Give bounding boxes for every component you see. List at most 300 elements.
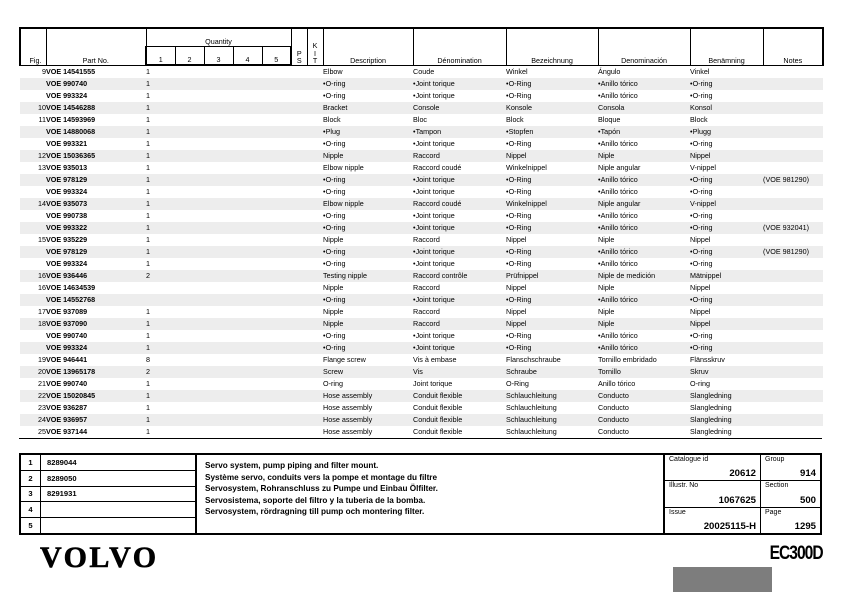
table-row[interactable]: [20, 150, 823, 162]
table-row[interactable]: [20, 426, 823, 438]
assembly-description-column: [197, 455, 665, 533]
cell-qty-2: [175, 366, 204, 378]
table-row[interactable]: [20, 186, 823, 198]
cell-qty-5: [262, 162, 291, 174]
table-row[interactable]: [20, 138, 823, 150]
cell-qty-4: [233, 402, 262, 414]
cell-benamning: •O-ring: [690, 222, 763, 234]
cell-qty-1: 1: [146, 163, 150, 172]
cell-denominacion: Anillo tórico: [598, 379, 636, 388]
cell-qty-3: [204, 294, 233, 306]
cell-description: Nipple: [323, 307, 344, 316]
cell-qty-4: [233, 138, 262, 150]
cell-qty-1: 1: [146, 139, 150, 148]
cell-fig: [20, 246, 46, 258]
parts-table-body: [20, 65, 823, 438]
cell-denominacion: Niple angular: [598, 163, 641, 172]
cell-qty-4: [233, 198, 262, 210]
cell-denominacion: •Tapón: [598, 126, 690, 138]
meta-row-issue: [665, 508, 820, 533]
cell-qty-1: 1: [146, 246, 175, 258]
table-row[interactable]: [20, 318, 823, 330]
table-row[interactable]: [20, 78, 823, 90]
cell-notes: [763, 102, 823, 114]
cell-benamning: Slangledning: [690, 403, 732, 412]
cell-fig: 25: [38, 427, 46, 436]
cell-ps: [291, 210, 307, 222]
cell-denominacion: Tornillo embridado: [598, 355, 657, 364]
cell-bezeichnung: Schlauchleitung: [506, 427, 557, 436]
header-description: Description: [323, 28, 413, 65]
cell-part-no: VOE 15036365: [46, 150, 146, 162]
cell-denominacion: •Anillo tórico: [598, 139, 638, 148]
cell-qty-2: [175, 342, 204, 354]
cell-denomination: •Joint torique: [413, 78, 506, 90]
cell-ps: [291, 354, 307, 366]
cell-bezeichnung: •O-Ring: [506, 78, 598, 90]
cell-qty-5: [262, 174, 291, 186]
cell-qty-2: [175, 414, 204, 426]
cell-benamning: Nippel: [690, 318, 763, 330]
cell-kit: [307, 414, 323, 426]
cell-benamning: V-nippel: [690, 163, 717, 172]
cell-ps: [291, 102, 307, 114]
cell-qty-1: 1: [146, 307, 150, 316]
cell-notes: [763, 210, 823, 222]
cell-notes: [763, 114, 823, 126]
table-row[interactable]: [20, 174, 823, 186]
cell-denominacion: Niple: [598, 235, 615, 244]
cell-denomination: Raccord: [413, 307, 440, 316]
cell-ps: [291, 378, 307, 390]
cell-part-no: VOE 935073: [46, 198, 146, 210]
cell-description: Elbow: [323, 66, 343, 76]
table-row[interactable]: [20, 210, 823, 222]
cell-kit: [307, 378, 323, 390]
cell-fig: 14: [20, 198, 46, 210]
cell-fig: 24: [20, 414, 46, 426]
table-row[interactable]: [20, 270, 823, 282]
cell-qty-2: [175, 162, 204, 174]
cell-denomination: Vis à embase: [413, 355, 457, 364]
cell-qty-2: [175, 378, 204, 390]
cell-ps: [291, 65, 307, 78]
figure-reference-row[interactable]: [21, 502, 195, 518]
cell-denominacion: •Anillo tórico: [598, 211, 638, 220]
cell-qty-5: [262, 330, 291, 342]
cell-part-no: VOE 14546288: [46, 102, 146, 114]
table-row[interactable]: [20, 234, 823, 246]
cell-part-no: VOE 993321: [46, 139, 88, 148]
cell-benamning: Nippel: [690, 150, 763, 162]
table-row[interactable]: [20, 294, 823, 306]
page-cell: [761, 508, 820, 533]
cell-qty-5: [262, 102, 291, 114]
cell-description: •O-ring: [323, 187, 346, 196]
cell-kit: [307, 198, 323, 210]
cell-ps: [291, 282, 307, 294]
cell-bezeichnung: Nippel: [506, 235, 527, 244]
cell-description: Nipple: [323, 235, 344, 244]
table-row[interactable]: [20, 414, 823, 426]
cell-ps: [291, 426, 307, 438]
cell-fig: [20, 90, 46, 102]
cell-denominacion: Bloque: [598, 115, 621, 124]
cell-qty-5: [262, 186, 291, 198]
cell-benamning: •O-ring: [690, 139, 713, 148]
cell-benamning: •O-ring: [690, 342, 763, 354]
cell-kit: [307, 366, 323, 378]
table-row[interactable]: [20, 126, 823, 138]
catalogue-id-label: Catalogue id: [669, 456, 709, 463]
cell-fig: [20, 222, 46, 234]
cell-bezeichnung: •O-Ring: [506, 187, 532, 196]
cell-description: Hose assembly: [323, 390, 413, 402]
cell-ps: [291, 138, 307, 150]
cell-qty-3: [204, 390, 233, 402]
cell-bezeichnung: •O-Ring: [506, 211, 532, 220]
cell-denomination: Bloc: [413, 115, 428, 124]
cell-qty-5: [262, 126, 291, 138]
catalogue-id-value: 20612: [729, 468, 756, 480]
cell-part-no: VOE 993324: [46, 91, 88, 100]
table-row[interactable]: [20, 222, 823, 234]
cell-qty-1: 1: [146, 126, 175, 138]
cell-notes: [763, 414, 823, 426]
table-row[interactable]: [20, 90, 823, 102]
cell-kit: [307, 174, 323, 186]
cell-part-no: VOE 14593969: [46, 115, 96, 124]
cell-qty-3: [204, 354, 233, 366]
table-row[interactable]: [20, 378, 823, 390]
cell-fig: [20, 174, 46, 186]
group-value: 914: [799, 468, 816, 480]
cell-notes: [763, 282, 823, 294]
cell-qty-4: [233, 282, 262, 294]
cell-description: •O-ring: [323, 174, 413, 186]
cell-qty-1: [146, 294, 175, 306]
cell-part-no: VOE 993322: [46, 222, 146, 234]
cell-qty-1: 1: [146, 318, 175, 330]
cell-denominacion: •Anillo tórico: [598, 331, 638, 340]
cell-denominacion: •Anillo tórico: [598, 78, 690, 90]
figure-reference-row[interactable]: [21, 471, 195, 487]
cell-kit: [307, 234, 323, 246]
cell-benamning: O-ring: [690, 379, 711, 388]
issue-label: Issue: [669, 508, 686, 516]
figure-index: 4: [21, 502, 41, 517]
cell-denomination: Raccord coudé: [413, 198, 506, 210]
header-quantity-group: Quantity: [146, 28, 291, 47]
cell-qty-1: 1: [146, 331, 150, 340]
cell-qty-2: [175, 90, 204, 102]
cell-fig: 15: [38, 235, 46, 244]
cell-description: •O-ring: [323, 294, 413, 306]
header-kit: K I T: [307, 28, 323, 65]
cell-bezeichnung: •O-Ring: [506, 342, 598, 354]
cell-qty-3: [204, 318, 233, 330]
cell-bezeichnung: Block: [506, 115, 524, 124]
cell-kit: [307, 246, 323, 258]
cell-description: •O-ring: [323, 246, 413, 258]
header-denominacion: Denominación: [598, 28, 690, 65]
figure-reference-column: [21, 455, 197, 533]
cell-description: Bracket: [323, 102, 413, 114]
cell-bezeichnung: •Stopfen: [506, 126, 598, 138]
cell-ps: [291, 186, 307, 198]
cell-bezeichnung: Prüfnippel: [506, 270, 598, 282]
header-qty-4: 4: [233, 47, 262, 66]
cell-part-no: VOE 993324: [46, 259, 88, 268]
machine-model-label: EC300D: [770, 543, 823, 564]
cell-description: Flange screw: [323, 355, 366, 364]
cell-denomination: •Joint torique: [413, 91, 455, 100]
figure-reference-row[interactable]: [21, 455, 195, 471]
cell-qty-3: [204, 402, 233, 414]
cell-qty-2: [175, 114, 204, 126]
table-row[interactable]: [20, 162, 823, 174]
cell-part-no: VOE 937090: [46, 318, 146, 330]
cell-denominacion: Conducto: [598, 427, 629, 436]
cell-denominacion: •Anillo tórico: [598, 91, 638, 100]
cell-part-no: VOE 990740: [46, 78, 146, 90]
cell-qty-2: [175, 210, 204, 222]
cell-qty-2: [175, 330, 204, 342]
cell-description: Nipple: [323, 318, 413, 330]
cell-description: Testing nipple: [323, 270, 413, 282]
cell-kit: [307, 65, 323, 78]
header-bezeichnung: Bezeichnung: [506, 28, 598, 65]
cell-ps: [291, 114, 307, 126]
illustration-no-cell: [665, 481, 761, 506]
cell-qty-1: 1: [146, 414, 175, 426]
issue-cell: [665, 508, 761, 533]
cell-denomination: •Joint torique: [413, 139, 455, 148]
table-row[interactable]: [20, 390, 823, 402]
cell-kit: [307, 306, 323, 318]
table-row[interactable]: [20, 258, 823, 270]
cell-denominacion: •Anillo tórico: [598, 246, 690, 258]
cell-qty-4: [233, 390, 262, 402]
cell-kit: [307, 126, 323, 138]
cell-notes: [763, 366, 823, 378]
cell-notes: [763, 306, 823, 318]
cell-ps: [291, 318, 307, 330]
cell-kit: [307, 138, 323, 150]
cell-description: Hose assembly: [323, 403, 373, 412]
cell-qty-5: [262, 342, 291, 354]
cell-qty-2: [175, 78, 204, 90]
cell-qty-3: [204, 258, 233, 270]
cell-qty-3: [204, 270, 233, 282]
cell-benamning: •Plugg: [690, 126, 763, 138]
cell-kit: [307, 210, 323, 222]
cell-fig: 22: [20, 390, 46, 402]
figure-reference-row[interactable]: [21, 487, 195, 503]
cell-qty-4: [233, 246, 262, 258]
cell-qty-3: [204, 78, 233, 90]
table-row[interactable]: [20, 246, 823, 258]
cell-qty-5: [262, 114, 291, 126]
cell-qty-5: [262, 258, 291, 270]
cell-ps: [291, 366, 307, 378]
table-row[interactable]: [20, 354, 823, 366]
cell-qty-3: [204, 138, 233, 150]
table-row[interactable]: [20, 342, 823, 354]
parts-table: [19, 27, 824, 438]
cell-benamning: Mätnippel: [690, 270, 763, 282]
cell-qty-4: [233, 318, 262, 330]
cell-denomination: Joint torique: [413, 379, 453, 388]
cell-qty-4: [233, 342, 262, 354]
cell-qty-2: [175, 354, 204, 366]
cell-qty-1: 1: [146, 390, 175, 402]
figure-number: 8289044: [47, 457, 77, 467]
table-row[interactable]: [20, 114, 823, 126]
cell-notes: [763, 78, 823, 90]
cell-denomination: Coude: [413, 66, 435, 76]
cell-notes: [763, 330, 823, 342]
header-qty-5: 5: [262, 47, 291, 66]
cell-denominacion: •Anillo tórico: [598, 294, 690, 306]
cell-denomination: Conduit flexible: [413, 427, 463, 436]
cell-bezeichnung: Nippel: [506, 150, 598, 162]
cell-notes: [763, 378, 823, 390]
table-row[interactable]: [20, 402, 823, 414]
figure-reference-row[interactable]: [21, 518, 195, 533]
cell-qty-2: [175, 174, 204, 186]
cell-denominacion: Conducto: [598, 414, 690, 426]
cell-qty-3: [204, 426, 233, 438]
cell-qty-5: [262, 378, 291, 390]
cell-denominacion: Niple de medición: [598, 270, 690, 282]
cell-qty-2: [175, 126, 204, 138]
cell-fig: [20, 138, 46, 150]
cell-kit: [307, 318, 323, 330]
cell-part-no: VOE 935013: [46, 163, 88, 172]
table-row[interactable]: [20, 198, 823, 210]
cell-ps: [291, 78, 307, 90]
cell-benamning: •O-ring: [690, 294, 763, 306]
cell-qty-4: [233, 222, 262, 234]
cell-description: Hose assembly: [323, 427, 373, 436]
figure-number: [41, 502, 195, 517]
catalogue-id-cell: [665, 455, 761, 480]
assembly-description-line: Servosystem, rördragning till pump och montering filter.: [205, 507, 425, 516]
cell-denomination: •Joint torique: [413, 259, 455, 268]
cell-fig: [20, 342, 46, 354]
cell-notes: [763, 354, 823, 366]
cell-denomination: Raccord: [413, 318, 506, 330]
cell-kit: [307, 402, 323, 414]
table-row[interactable]: [20, 102, 823, 114]
cell-denominacion: •Anillo tórico: [598, 222, 690, 234]
illustration-no-label: Illustr. No: [669, 482, 699, 490]
cell-denomination: Raccord: [413, 150, 506, 162]
cell-qty-5: [262, 234, 291, 246]
cell-qty-1: 1: [146, 427, 150, 436]
cell-benamning: Slangledning: [690, 390, 763, 402]
cell-ps: [291, 402, 307, 414]
cell-ps: [291, 246, 307, 258]
cell-notes: [763, 65, 823, 78]
cell-denominacion: Niple angular: [598, 198, 690, 210]
table-row[interactable]: [20, 330, 823, 342]
cell-fig: [20, 330, 46, 342]
volvo-logo: VOLVO: [40, 541, 159, 574]
cell-part-no: VOE 993324: [46, 342, 146, 354]
cell-notes: [763, 150, 823, 162]
cell-kit: [307, 354, 323, 366]
cell-kit: [307, 150, 323, 162]
cell-qty-5: [262, 306, 291, 318]
cell-denominacion: •Anillo tórico: [598, 259, 638, 268]
cell-qty-3: [204, 378, 233, 390]
cell-qty-2: [175, 198, 204, 210]
cell-qty-4: [233, 258, 262, 270]
cell-qty-4: [233, 294, 262, 306]
cell-qty-3: [204, 186, 233, 198]
cell-part-no: VOE 990740: [46, 331, 88, 340]
cell-part-no: VOE 14880068: [46, 126, 146, 138]
cell-benamning: Nippel: [690, 235, 711, 244]
cell-notes: [763, 402, 823, 414]
cell-denomination: •Joint torique: [413, 187, 455, 196]
cell-description: •O-ring: [323, 211, 346, 220]
cell-qty-5: [262, 282, 291, 294]
table-row[interactable]: [20, 306, 823, 318]
cell-bezeichnung: Schraube: [506, 366, 598, 378]
cell-description: Screw: [323, 366, 413, 378]
cell-denominacion: •Anillo tórico: [598, 342, 690, 354]
cell-kit: [307, 102, 323, 114]
cell-qty-2: [175, 150, 204, 162]
table-row[interactable]: [20, 282, 823, 294]
cell-benamning: Skruv: [690, 366, 763, 378]
cell-qty-2: [175, 222, 204, 234]
cell-qty-5: [262, 210, 291, 222]
cell-ps: [291, 222, 307, 234]
cell-kit: [307, 222, 323, 234]
table-row[interactable]: [20, 366, 823, 378]
cell-qty-1: 1: [146, 67, 150, 76]
cell-qty-3: [204, 162, 233, 174]
table-row[interactable]: [20, 65, 823, 78]
cell-ps: [291, 234, 307, 246]
cell-benamning: •O-ring: [690, 187, 713, 196]
cell-qty-5: [262, 65, 291, 78]
header-qty-2: 2: [175, 47, 204, 66]
cell-description: O-ring: [323, 379, 344, 388]
cell-denominacion: Tornillo: [598, 366, 690, 378]
cell-qty-4: [233, 426, 262, 438]
cell-qty-1: 1: [146, 150, 175, 162]
header-qty-3: 3: [204, 47, 233, 66]
cell-benamning: •O-ring: [690, 331, 713, 340]
cell-kit: [307, 78, 323, 90]
page-label: Page: [765, 508, 782, 516]
cell-bezeichnung: •O-Ring: [506, 91, 532, 100]
header-part-no: Part No.: [46, 28, 146, 65]
cell-qty-2: [175, 318, 204, 330]
cell-qty-4: [233, 102, 262, 114]
issue-value: 20025115-H: [703, 520, 756, 532]
cell-kit: [307, 282, 323, 294]
cell-qty-1: 1: [146, 222, 175, 234]
cell-part-no: VOE 978129: [46, 246, 146, 258]
cell-denomination: •Joint torique: [413, 211, 455, 220]
cell-notes: (VOE 981290): [763, 174, 823, 186]
